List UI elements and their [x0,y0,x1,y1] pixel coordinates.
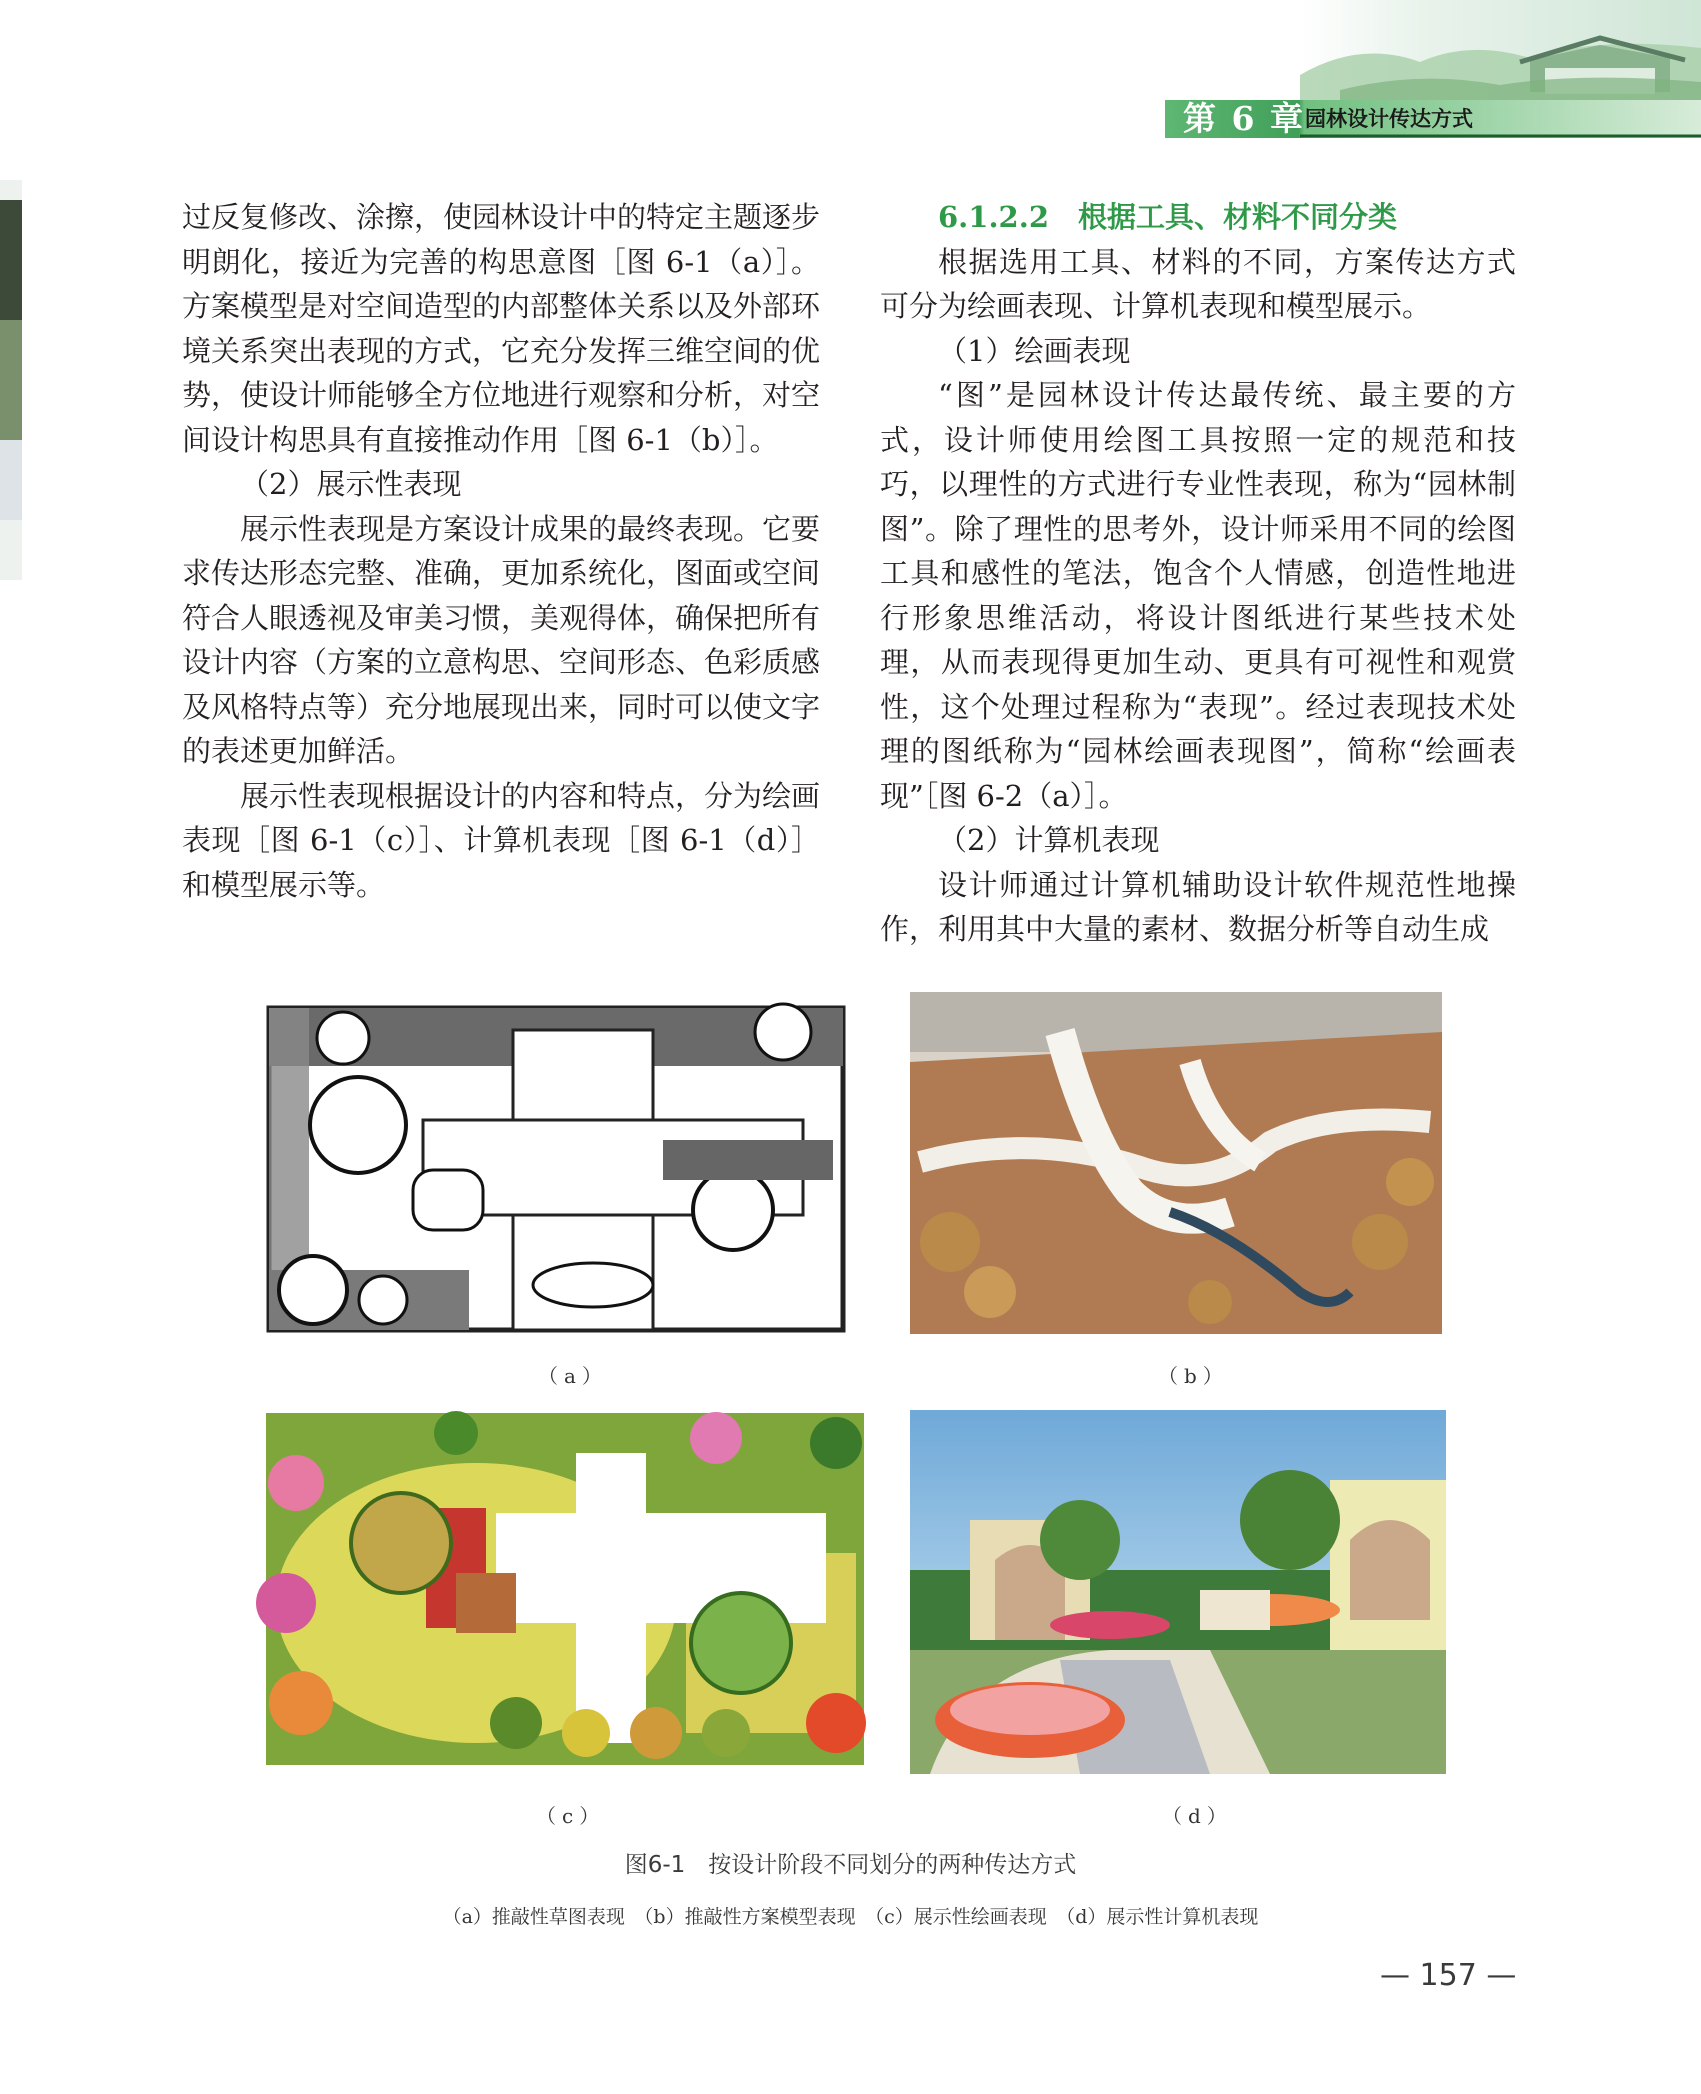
chapter-header-bar [1165,100,1701,138]
edge-photo-strip [0,180,22,580]
subheading: （2）计算机表现 [938,823,1160,857]
right-text-column [880,195,1516,952]
paragraph: “图”是园林设计传达最传统、最主要的方式，设计师使用绘图工具按照一定的规范和技巧，以理性的方式进行专业性表现，称为“园林制图”。除了理性的思考外，设计师采用不同的绘图工具和感性的笔法，饱含个人情感，创造性地进行形象思维活动，将设计图纸进行某些技术处理，从而表现得更加生动、更具有可视性和观赏性，这个处理过程称为“表现”。经过表现技术处理的图纸称为“园林绘画表现图”，简称“绘画表现”［图 6-2（a）］。 [880,378,1516,813]
paragraph: 过反复修改、涂擦，使园林设计中的特定主题逐步明朗化，接近为完善的构思意图［图 6-1（a）］。方案模型是对空间造型的内部整体关系以及外部环境关系突出表现的方式，它充分发挥三维空间的优势，使设计师能够全方位地进行观察和分析，对空间设计构思具有直接推动作用［图 6-1（b）］。 [182,200,821,457]
chapter-title: 园林设计传达方式 [1305,107,1473,131]
subheading: （2）展示性表现 [240,467,462,501]
chapter-number: 第 6 章 [1183,99,1305,138]
paragraph: 展示性表现根据设计的内容和特点，分为绘画表现［图 6-1（c）］、计算机表现［图 6-1（d）］和模型展示等。 [182,778,821,902]
subheading: （1）绘画表现 [938,333,1131,368]
page-number: — 157 — [1380,1958,1517,1993]
paragraph: 展示性表现是方案设计成果的最终表现。它要求传达形态完整、准确，更加系统化，图面或空间符合人眼透视及审美习惯，美观得体，确保把所有设计内容（方案的立意构思、空间形态、色彩质感及风格特点等）充分地展现出来，同时可以使文字的表述更加鲜活。 [182,511,821,768]
figure-c-colored-plan [256,1403,874,1775]
paragraph: 根据选用工具、材料的不同，方案传达方式可分为绘画表现、计算机表现和模型展示。 [880,244,1516,323]
figure-caption: 图6-1 按设计阶段不同划分的两种传达方式 [624,1852,1077,1878]
section-heading: 6.1.2.2 根据工具、材料不同分类 [938,200,1398,234]
figure-a-label: （a） [538,1364,608,1388]
figure-d-label: （d） [1162,1804,1233,1828]
figure-c-label: （c） [536,1804,606,1828]
figure-subcaption: （a）推敲性草图表现 （b）推敲性方案模型表现 （c）展示性绘画表现 （d）展示性计算机表现 [442,1906,1259,1928]
figure-a-sketch-plan [263,1000,851,1338]
left-text-column [182,195,820,907]
figure-d-computer-rendering [910,1410,1446,1774]
figure-b-model-photo [910,992,1442,1334]
paragraph: 设计师通过计算机辅助设计软件规范性地操作，利用其中大量的素材、数据分析等自动生成 [880,867,1516,946]
figure-b-label: （b） [1158,1364,1229,1388]
